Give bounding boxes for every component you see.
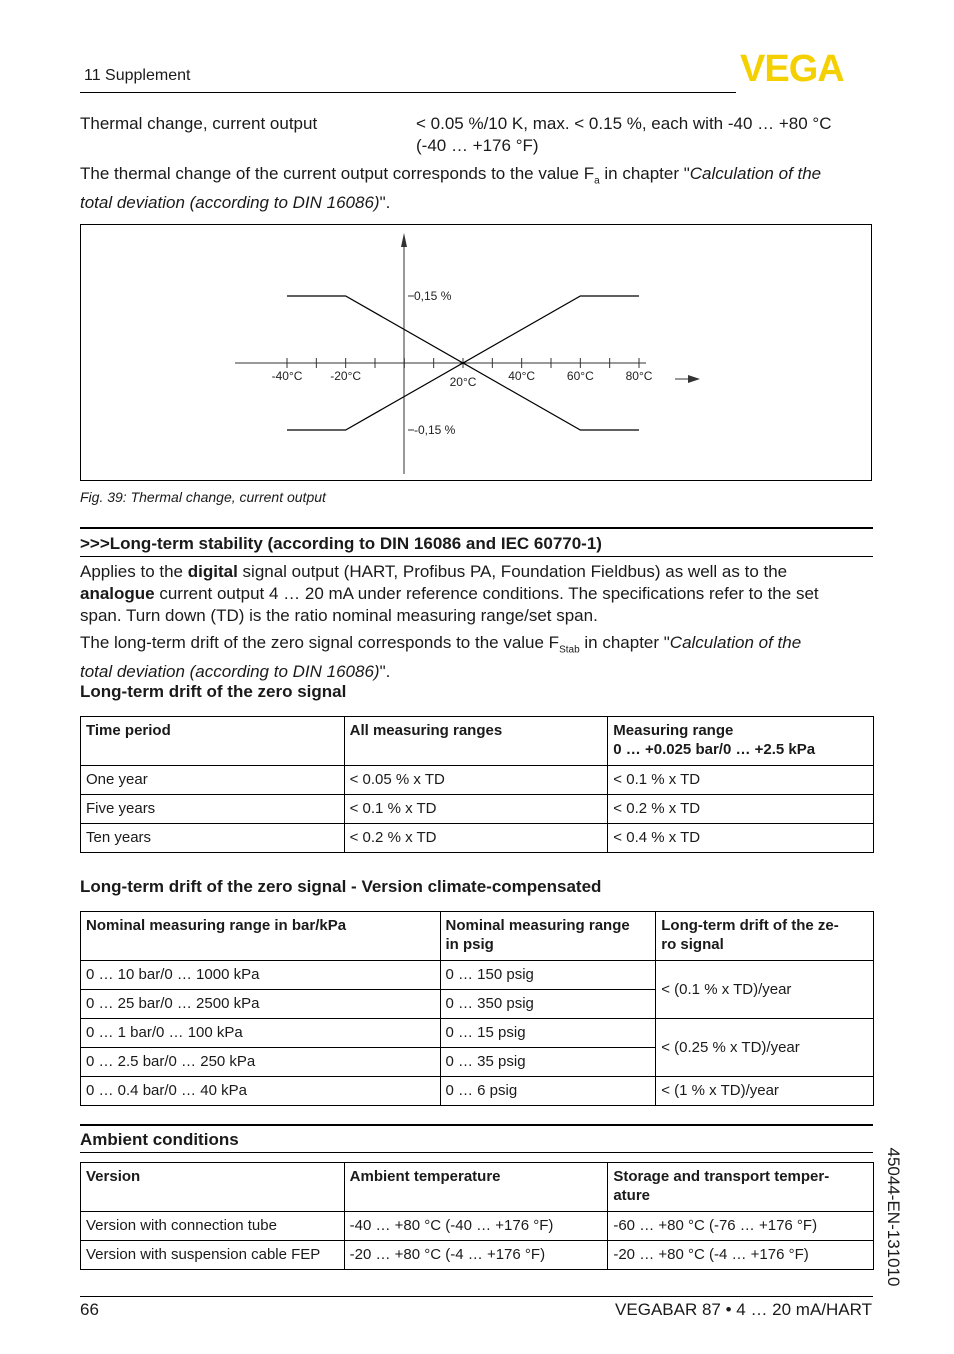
table-cell: -20 … +80 °C (-4 … +176 °F) — [344, 1241, 608, 1270]
col-range-psig: Nominal measuring range in psig — [440, 912, 656, 961]
section-rule-top — [80, 527, 873, 529]
document-code: 45044-EN-131010 — [884, 1147, 903, 1287]
section-rule-bottom — [80, 556, 873, 557]
product-name: VEGABAR 87 • 4 … 20 mA/HART — [615, 1300, 872, 1319]
col-time-period: Time period — [81, 717, 345, 766]
y-tick-label: -0,15 % — [414, 423, 456, 437]
table-cell: < 0.1 % x TD — [608, 766, 874, 795]
table-row — [81, 824, 874, 853]
zero-drift-table — [80, 716, 874, 853]
x-tick-label: -40°C — [271, 369, 303, 383]
vega-logo — [740, 50, 874, 86]
table-row — [81, 1212, 874, 1241]
table-cell: -60 … +80 °C (-76 … +176 °F) — [608, 1212, 874, 1241]
col-measuring-range: Measuring range 0 … +0.025 bar/0 … +2.5 kPa — [608, 717, 874, 766]
thermal-value-line2: (-40 … +176 °F) — [416, 136, 539, 155]
table-cell: 0 … 350 psig — [440, 990, 656, 1019]
thermal-chart — [81, 225, 871, 480]
table-row — [81, 1019, 874, 1048]
table-cell: < 0.2 % x TD — [608, 795, 874, 824]
x-tick-label: 20°C — [449, 375, 477, 389]
table-header-row — [81, 1163, 874, 1212]
table-cell: < 0.4 % x TD — [608, 824, 874, 853]
table-cell: Version with suspension cable FEP — [81, 1241, 345, 1270]
longterm-title: >>>Long-term stability (according to DIN 16086 and IEC 60770-1) — [80, 534, 602, 553]
thermal-chart-frame — [80, 224, 872, 481]
table1-heading: Long-term drift of the zero signal — [80, 682, 347, 701]
col-ambient-temp: Ambient temperature — [344, 1163, 608, 1212]
y-tick-label: 0,15 % — [414, 289, 452, 303]
ambient-rule-bottom — [80, 1152, 873, 1153]
table-cell: 0 … 10 bar/0 … 1000 kPa — [81, 961, 441, 990]
table-cell: Ten years — [81, 824, 345, 853]
table-cell: 0 … 150 psig — [440, 961, 656, 990]
y-axis-arrow — [401, 233, 407, 247]
table-cell: -40 … +80 °C (-40 … +176 °F) — [344, 1212, 608, 1241]
table-cell: Version with connection tube — [81, 1212, 345, 1241]
table-header-row — [81, 717, 874, 766]
col-all-ranges: All measuring ranges — [344, 717, 608, 766]
x-axis-arrow — [688, 375, 700, 383]
table-row — [81, 795, 874, 824]
ambient-table — [80, 1162, 874, 1270]
thermal-value-line1: < 0.05 %/10 K, max. < 0.15 %, each with -40 … +80 °C — [416, 114, 832, 133]
page-number: 66 — [80, 1300, 99, 1319]
table-cell: 0 … 6 psig — [440, 1077, 656, 1106]
thermal-paragraph: The thermal change of the current output corresponds to the value $F_a$ in chapter "Calculation of the total deviation (according to DIN 16086)". — [80, 164, 822, 213]
col-storage-temp: Storage and transport temper- ature — [608, 1163, 874, 1212]
col-drift: Long-term drift of the ze- ro signal — [656, 912, 874, 961]
table-cell: 0 … 0.4 bar/0 … 40 kPa — [81, 1077, 441, 1106]
table-cell: -20 … +80 °C (-4 … +176 °F) — [608, 1241, 874, 1270]
table-cell: < 0.1 % x TD — [344, 795, 608, 824]
thermal-value — [416, 113, 866, 157]
upper-limit-line — [287, 296, 639, 363]
footer-divider — [80, 1296, 873, 1297]
table-cell: One year — [81, 766, 345, 795]
thermal-label: Thermal change, current output — [80, 114, 318, 133]
table-cell: < (1 % x TD)/year — [656, 1077, 874, 1106]
ambient-heading: Ambient conditions — [80, 1130, 239, 1149]
table-cell: < (0.25 % x TD)/year — [656, 1019, 874, 1077]
table-cell: < 0.05 % x TD — [344, 766, 608, 795]
table-cell: 0 … 35 psig — [440, 1048, 656, 1077]
table-row — [81, 1241, 874, 1270]
climate-compensated-table — [80, 911, 874, 1106]
x-tick-label: -20°C — [330, 369, 362, 383]
ambient-rule-top — [80, 1124, 873, 1126]
logo-text: VEGA — [740, 50, 844, 86]
table-cell: < (0.1 % x TD)/year — [656, 961, 874, 1019]
table-cell: 0 … 15 psig — [440, 1019, 656, 1048]
figure-caption: Fig. 39: Thermal change, current output — [80, 489, 326, 505]
col-version: Version — [81, 1163, 345, 1212]
header-divider — [80, 92, 736, 93]
longterm-paragraph-1: Applies to the digital signal output (HART, Profibus PA, Foundation Fieldbus) as well as to the analogue current output 4 … 20 mA under reference conditions. The specifications refer to the set span. Turn down (TD) is the ratio nominal measuring range/set span. — [80, 562, 819, 625]
table-cell: 0 … 1 bar/0 … 100 kPa — [81, 1019, 441, 1048]
table-header-row — [81, 912, 874, 961]
section-header: 11 Supplement — [84, 67, 191, 84]
table-row — [81, 961, 874, 990]
table-cell: 0 … 25 bar/0 … 2500 kPa — [81, 990, 441, 1019]
x-tick-label: 60°C — [566, 369, 594, 383]
table-cell: Five years — [81, 795, 345, 824]
table-cell: 0 … 2.5 bar/0 … 250 kPa — [81, 1048, 441, 1077]
table2-heading: Long-term drift of the zero signal - Version climate-compensated — [80, 877, 602, 896]
longterm-paragraph-2: The long-term drift of the zero signal corresponds to the value $F_{Stab}$ in chapter "Calculation of the total deviation (according to DIN 16086)". — [80, 633, 802, 682]
col-range-bar-kpa: Nominal measuring range in bar/kPa — [81, 912, 441, 961]
table-row — [81, 766, 874, 795]
x-tick-label: 80°C — [625, 369, 653, 383]
table-row — [81, 1077, 874, 1106]
x-tick-label: 40°C — [508, 369, 536, 383]
table-cell: < 0.2 % x TD — [344, 824, 608, 853]
